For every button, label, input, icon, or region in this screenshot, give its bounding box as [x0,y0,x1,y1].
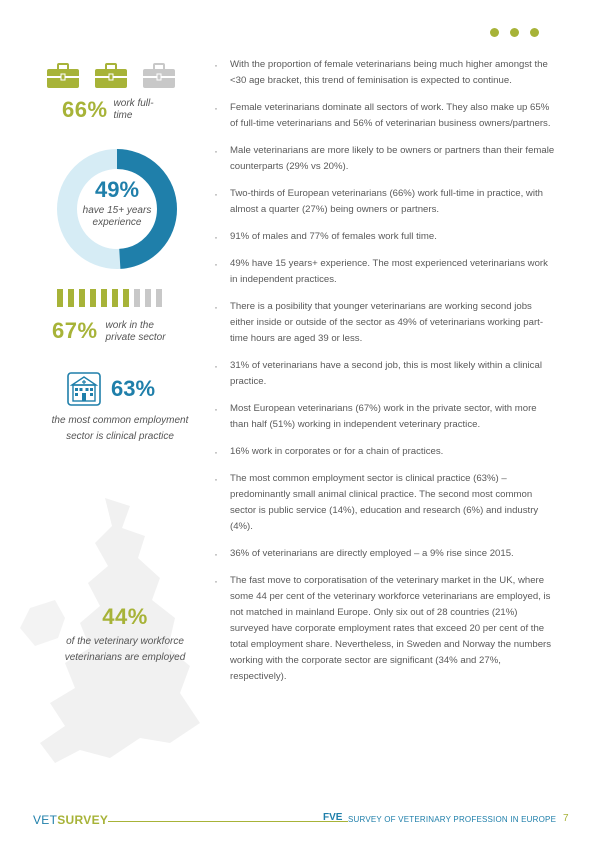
fulltime-stat [62,97,166,123]
vetsurvey-logo [33,813,108,827]
list-item: · 16% work in corporates or for a chain of practices. [212,444,557,460]
page-footer [33,813,573,829]
findings-list [212,57,557,696]
corporate-percent: 44% [102,604,148,629]
footer-divider [108,821,348,822]
fulltime-percent: 66% [62,97,108,122]
more-options-dots [490,28,539,37]
dot-icon [530,28,539,37]
sector-stat [67,372,155,406]
dot-icon [510,28,519,37]
list-item: · 49% have 15 years+ experience. The most experienced veterinarians work in independent practices. [212,256,557,288]
corporate-stat [55,604,195,666]
experience-percent: 49% [94,177,140,202]
footer-title: SURVEY OF VETERINARY PROFESSION IN EUROPE [348,815,557,824]
page-number: 7 [563,813,569,824]
sector-percent: 63% [111,376,156,401]
list-item: · Most European veterinarians (67%) work in the private sector, with more than half (51%) working in independent veterinary practice. [212,401,557,433]
list-item: · With the proportion of female veterinarians being much higher amongst the <30 age bracket, this trend of feminisation is expected to continue. [212,57,557,89]
bar-segment [101,289,107,307]
list-item: · Male veterinarians are more likely to be owners or partners than their female counterparts (29% vs 20%). [212,143,557,175]
bar-segment [145,289,151,307]
list-item: · Two-thirds of European veterinarians (66%) work full-time in practice, with almost a quarter (27%) being owners or partners. [212,186,557,218]
list-item: · 91% of males and 77% of females work full time. [212,229,557,245]
bar-segment [90,289,96,307]
fulltime-label: work full-time [113,98,154,121]
bar-segment [112,289,118,307]
experience-label: have 15+ years experience [82,205,152,228]
briefcase-icon [142,63,176,89]
bar-segment [123,289,129,307]
list-item: · 36% of veterinarians are directly employed – a 9% rise since 2015. [212,546,557,562]
sector-label: the most common employment sector is clinical practice [51,415,189,442]
briefcase-icon [94,63,128,89]
logo-survey: SURVEY [57,813,109,827]
list-item: · 31% of veterinarians have a second job, this is most likely within a clinical practice. [212,358,557,390]
bar-segment [68,289,74,307]
list-item: · Female veterinarians dominate all sectors of work. They also make up 65% of full-time veterinarians and 56% of veterinarian business owners/partners. [212,100,557,132]
fve-logo: FVE [323,812,343,823]
list-item: · There is a posibility that younger veterinarians are working second jobs either inside or outside of the sector as 49% of veterinarians working part-time hours are aged 39 or less. [212,299,557,347]
private-sector-bars [57,289,162,307]
private-label: work in the private sector [105,320,166,343]
dot-icon [490,28,499,37]
private-stat [52,318,180,344]
logo-vet: VET [33,813,58,827]
briefcase-icons [46,63,176,89]
corporate-label: of the veterinary workforce veterinarians are employed [64,636,186,663]
list-item: · The fast move to corporatisation of the veterinary market in the UK, where some 44 per cent of the veterinary workforce veterinarians are employed, is not matched in mainland Europe. Only six out of 28 countries (21%) surveyed have corporate employment rates that exceed 20 per cent of the total employment share. Nevertheless, in Sweden and Norway the numbers working with the corporate sector are significant (34% and 27%, respectively). [212,573,557,685]
bar-segment [57,289,63,307]
bar-segment [134,289,140,307]
building-icon [67,372,101,406]
experience-donut [55,147,179,271]
briefcase-icon [46,63,80,89]
bar-segment [79,289,85,307]
bar-segment [156,289,162,307]
private-percent: 67% [52,318,98,343]
list-item: · The most common employment sector is clinical practice (63%) – predominantly small animal clinical practice. The second most common sector is public service (14%), education and research (6%) and industry (4%). [212,471,557,535]
